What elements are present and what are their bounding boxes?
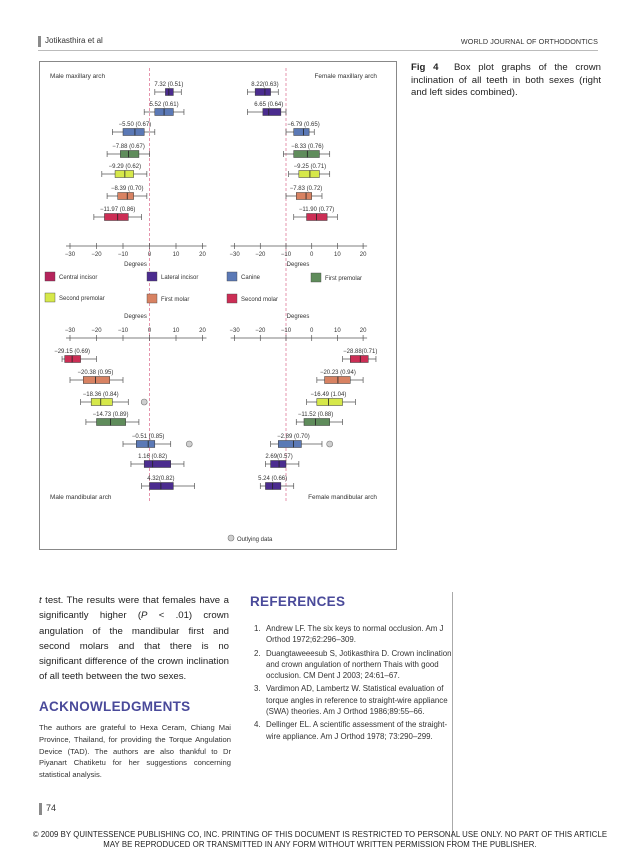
box-value-label: −8.39 (0.70) <box>110 186 144 192</box>
box-iqr <box>294 151 320 158</box>
tick-label: 0 <box>147 328 152 334</box>
box-iqr <box>144 461 171 468</box>
axis-title: Degrees <box>124 314 147 320</box>
box-iqr <box>97 419 126 426</box>
page-number-bar <box>39 803 42 815</box>
box-iqr <box>263 109 281 116</box>
page-number: 74 <box>46 803 57 813</box>
box-value-label: −11.52 (0.88) <box>297 412 334 418</box>
box-value-label: 5.24 (0.66) <box>258 476 288 482</box>
box-iqr <box>91 399 112 406</box>
box-value-label: 8.22(0.63) <box>251 82 279 88</box>
box-value-label: −11.97 (0.86) <box>99 207 136 213</box>
tick-label: 0 <box>310 328 314 334</box>
box-value-label: −18.36 (0.84) <box>82 392 119 398</box>
box-iqr <box>118 193 134 200</box>
box-value-label: 5.52 (0.61) <box>149 102 179 108</box>
box-iqr <box>265 483 280 490</box>
box-value-label: 1.16 (0.82) <box>138 454 168 460</box>
figure-caption <box>411 62 601 100</box>
box-value-label: −29.15 (0.69) <box>54 349 91 355</box>
reference-number: 1. <box>254 624 261 633</box>
tick-label: 20 <box>199 252 206 258</box>
legend-swatch <box>147 294 157 303</box>
acknowledgments-heading: ACKNOWLEDGMENTS <box>39 699 191 714</box>
box-iqr <box>325 377 351 384</box>
box-value-label: −0.51 (0.85) <box>131 434 165 440</box>
tick-label: 10 <box>172 328 180 334</box>
footer-line-2: MAY BE REPRODUCED OR TRANSMITTED IN ANY FORM WITHOUT WRITTEN PERMISSION FROM THE PUBLISHER. <box>103 840 537 849</box>
box-iqr <box>255 89 270 96</box>
outlier-marker <box>327 441 333 447</box>
tick-label: −10 <box>280 252 292 258</box>
caption-label: Fig 4 <box>411 62 439 73</box>
box-iqr <box>83 377 110 384</box>
reference-text: Duangtaweeesub S, Jotikasthira D. Crown inclination and crown angulation of northern Thais with good occlusion. CM Dent J 2003; 24:61–67. <box>266 648 452 681</box>
column-rule <box>452 592 453 844</box>
panel-title: Female mandibular arch <box>308 494 377 501</box>
box-iqr <box>120 151 139 158</box>
tick-label: 10 <box>172 252 180 258</box>
box-iqr <box>104 214 128 221</box>
tick-label: −20 <box>255 328 266 334</box>
box-value-label: −9.29 (0.62) <box>108 164 142 170</box>
box-value-label: −20.38 (0.95) <box>77 370 114 376</box>
reference-text: Andrew LF. The six keys to normal occlusion. Am J Orthod 1972;62:296–309. <box>266 624 444 645</box>
body-text-1: test. The results were that females have a significantly higher ( <box>39 595 229 622</box>
tick-label: −20 <box>255 252 266 258</box>
box-plot-figure <box>40 62 396 549</box>
tick-label: −10 <box>117 252 129 258</box>
tick-label: 0 <box>147 252 152 258</box>
box-value-label: −5.50 (0.67) <box>118 122 152 128</box>
reference-item <box>254 683 454 717</box>
reference-item <box>254 648 454 682</box>
box-value-label: −8.33 (0.76) <box>291 144 324 150</box>
box-iqr <box>136 441 155 448</box>
reference-number: 4. <box>254 720 261 730</box>
panel-title: Female maxillary arch <box>314 73 377 80</box>
box-value-label: 7.32 (0.51) <box>154 82 184 88</box>
legend-swatch <box>147 272 157 281</box>
box-iqr <box>299 171 320 178</box>
reference-item <box>254 719 454 742</box>
footer-line-1: © 2009 BY QUINTESSENCE PUBLISHING CO, INC. PRINTING OF THIS DOCUMENT IS RESTRICTED TO PERSONAL USE ONLY. NO PART OF THIS ARTICLE <box>32 830 608 839</box>
axis-title: Degrees <box>286 262 310 268</box>
box-iqr <box>150 483 174 490</box>
box-value-label: −28.88(0.71) <box>343 349 378 355</box>
box-iqr <box>278 441 301 448</box>
tick-label: 20 <box>359 328 367 334</box>
figure-frame <box>39 61 397 550</box>
box-value-label: 2.69(0.57) <box>265 454 293 460</box>
reference-number: 3. <box>254 684 261 694</box>
body-italic-t: t <box>39 595 42 606</box>
box-value-label: −20.23 (0.94) <box>319 370 356 376</box>
tick-label: 20 <box>359 252 367 258</box>
tick-label: −30 <box>229 252 240 258</box>
box-iqr <box>65 356 81 363</box>
tick-label: 0 <box>310 252 314 258</box>
box-iqr <box>165 89 173 96</box>
tick-label: −10 <box>280 328 292 334</box>
outlier-legend-marker <box>228 535 234 541</box>
legend-label: Canine <box>241 275 261 281</box>
copyright-footer <box>30 830 610 850</box>
reference-text: Dellinger EL. A scientific assessment of the straight-wire appliance. Am J Orthod 1978; 73:290–299. <box>266 720 448 741</box>
box-iqr <box>123 129 144 136</box>
box-iqr <box>296 193 311 200</box>
reference-number: 2. <box>254 648 261 658</box>
box-value-label: −9.25 (0.71) <box>293 164 327 170</box>
outlier-legend-label: Outlying data <box>237 537 273 543</box>
legend-label: Second molar <box>241 297 279 303</box>
legend-swatch <box>311 273 321 282</box>
box-value-label: −11.90 (0.77) <box>298 207 335 213</box>
tick-label: −30 <box>64 252 76 258</box>
legend-label: Second premolar <box>59 296 105 302</box>
legend-swatch <box>45 293 55 302</box>
caption-text: Box plot graphs of the crown inclination of all teeth in both sexes (right and left sides combined). <box>411 62 601 98</box>
tick-label: −30 <box>229 328 240 334</box>
acknowledgments-text: The authors are grateful to Hexa Ceram, Chiang Mai Province, Thailand, for providing the Torque Angulation Device (TAD). The authors are also thankful to Dr Piyanart Chatiketu for her suggestions concerning statistical analysis. <box>39 723 231 780</box>
running-head-journal: WORLD JOURNAL OF ORTHODONTICS <box>460 37 598 46</box>
running-head-authors: Jotikasthira et al <box>45 36 103 45</box>
legend-swatch <box>227 294 237 303</box>
reference-item <box>254 623 454 646</box>
box-value-label: −16.49 (1.04) <box>310 392 347 398</box>
legend-label: First molar <box>161 297 190 303</box>
outlier-marker <box>186 441 192 447</box>
tick-label: −20 <box>91 252 102 258</box>
box-iqr <box>317 399 343 406</box>
header-accent-bar <box>38 36 41 47</box>
reference-text: Vardimon AD, Lambertz W. Statistical evaluation of torque angles in reference to straight-wire appliance (SWA) theories. Am J Orthod 1986;89:55–66. <box>266 684 448 717</box>
box-value-label: −6.79 (0.65) <box>287 122 320 128</box>
outlier-marker <box>141 399 147 405</box>
legend-label: Central incisor <box>59 275 98 281</box>
axis-title: Degrees <box>286 314 310 320</box>
tick-label: −10 <box>117 328 129 334</box>
box-iqr <box>304 419 330 426</box>
box-value-label: −2.89 (0.70) <box>277 434 310 440</box>
tick-label: 20 <box>199 328 206 334</box>
header-rule <box>38 50 598 51</box>
box-iqr <box>350 356 368 363</box>
panel-title: Male maxillary arch <box>50 73 106 80</box>
tick-label: 10 <box>334 328 341 334</box>
box-value-label: −7.83 (0.72) <box>289 186 323 192</box>
box-iqr <box>115 171 134 178</box>
tick-label: −30 <box>64 328 76 334</box>
body-paragraph <box>39 593 229 685</box>
references-list <box>254 623 454 744</box>
box-value-label: 4.32(0.82) <box>147 476 175 482</box>
legend-label: First premolar <box>325 276 363 282</box>
legend-swatch <box>45 272 55 281</box>
body-text-2: < .01) crown angulation of the mandibular first and second molars and that there is no significant difference of the crown inclination of all teeth between the two sexes. <box>39 610 229 683</box>
body-italic-p: P <box>141 610 148 622</box>
box-iqr <box>294 129 309 136</box>
axis-title: Degrees <box>124 262 147 268</box>
box-value-label: 6.65 (0.64) <box>254 102 284 108</box>
box-value-label: −14.73 (0.89) <box>92 412 129 418</box>
panel-title: Male mandibular arch <box>50 494 112 501</box>
tick-label: 10 <box>334 252 341 258</box>
box-value-label: −7.88 (0.67) <box>112 144 145 150</box>
legend-swatch <box>227 272 237 281</box>
legend-label: Lateral incisor <box>161 275 199 281</box>
references-heading: REFERENCES <box>250 594 346 609</box>
box-iqr <box>271 461 286 468</box>
tick-label: −20 <box>91 328 102 334</box>
